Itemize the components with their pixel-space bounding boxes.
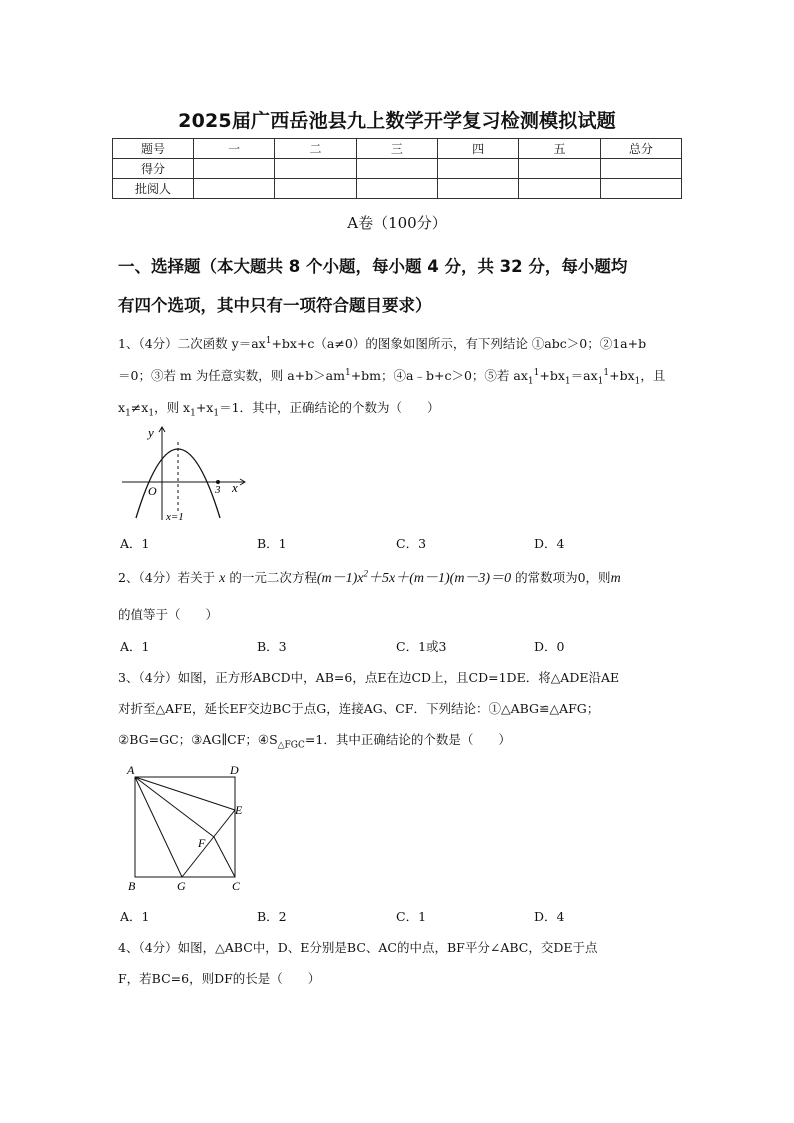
- row-label: 得分: [113, 159, 194, 179]
- score-cell: [600, 159, 681, 179]
- table-header-cell: 四: [437, 139, 518, 159]
- score-cell: [600, 179, 681, 199]
- q3-option-b[interactable]: B．2: [257, 909, 287, 924]
- q1-line2: ＝0；③若 m 为任意实数，则 $a+b>am^1+bm$；④a﹣b+c＞0；⑤若 $ax_1^1+bx_1=ax_1^1+bx_1$，且: [118, 367, 666, 387]
- q4-line1: 4、（4分）如图，△ABC中，D、E分别是BC、AC的中点，BF平分∠ABC，交DE于点: [118, 940, 598, 955]
- q1-option-b[interactable]: B．1: [257, 536, 287, 551]
- row-label: 批阅人: [113, 179, 194, 199]
- table-row: [113, 159, 682, 179]
- q3-line2: 对折至△AFE，延长EF交边BC于点G，连接AG、CF．下列结论：①△ABG≌△AFG；: [118, 701, 600, 716]
- score-cell: [437, 159, 518, 179]
- label-c: C: [232, 879, 241, 893]
- score-cell: [437, 179, 518, 199]
- score-cell: [356, 179, 437, 199]
- q1-option-d[interactable]: D．4: [534, 536, 565, 551]
- label-f: F: [198, 836, 206, 850]
- segment-eg: [182, 810, 235, 877]
- q3-line3: ②BG=GC；③AG∥CF；$④S_{\triangle FGC}=1$．其中正确结论的个数是（ ）: [118, 732, 511, 751]
- q3-option-c[interactable]: C．1: [396, 909, 427, 924]
- q2-line2: 的值等于（ ）: [118, 607, 219, 622]
- q3-line1: 3、（4分）如图，正方形ABCD中，AB=6，点E在边CD上，且CD=1DE．将△ADE沿AE: [118, 670, 620, 685]
- segment-ag: [135, 777, 182, 877]
- score-cell: [519, 179, 600, 199]
- three-label: 3: [215, 484, 221, 496]
- segment-af: [135, 777, 214, 837]
- axis-label: x=1: [166, 511, 184, 523]
- table-header-cell: 总分: [600, 139, 681, 159]
- q1-line3: $x_1\ne x_1$，则 $x_1+x_1=1$．其中，正确结论的个数为（ ）: [118, 400, 440, 419]
- label-d: D: [230, 763, 239, 777]
- score-cell: [194, 159, 275, 179]
- square-abcd: [135, 777, 235, 877]
- table-header-cell: 一: [194, 139, 275, 159]
- score-table: [112, 138, 682, 199]
- section-heading-line2: 有四个选项，其中只有一项符合题目要求）: [118, 296, 432, 315]
- y-label: y: [148, 425, 154, 440]
- q2-option-d[interactable]: D．0: [534, 639, 565, 654]
- q2-option-a[interactable]: A．1: [120, 639, 150, 654]
- label-g: G: [177, 879, 186, 893]
- q3-option-a[interactable]: A．1: [120, 909, 150, 924]
- table-row: [113, 179, 682, 199]
- table-header-cell: 三: [356, 139, 437, 159]
- q4-line2: F，若BC=6，则DF的长是（ ）: [118, 971, 321, 986]
- x-label: x: [232, 480, 238, 495]
- score-cell: [519, 159, 600, 179]
- origin-label: O: [148, 484, 157, 498]
- page-title: 2025届广西岳池县九上数学开学复习检测模拟试题: [178, 110, 616, 132]
- q1-line1: 1、（4分）二次函数 $y=ax^1+bx+c(a\ne 0)$的图象如图所示，有下列结论 ①abc＞0；②1a+b: [118, 335, 647, 351]
- label-e: E: [235, 803, 243, 817]
- score-cell: [275, 159, 356, 179]
- q1-option-c[interactable]: C．3: [396, 536, 427, 551]
- q1-option-a[interactable]: A．1: [120, 536, 150, 551]
- score-cell: [356, 159, 437, 179]
- table-header-cell: 题号: [113, 139, 194, 159]
- table-header-cell: 二: [275, 139, 356, 159]
- square-figure: [122, 760, 257, 895]
- segment-fc: [214, 837, 235, 877]
- label-b: B: [128, 879, 136, 893]
- label-a: A: [127, 763, 135, 777]
- score-cell: [275, 179, 356, 199]
- volume-heading: A卷（100分）: [347, 214, 447, 232]
- segment-ae: [135, 777, 235, 810]
- section-heading-line1: 一、选择题（本大题共 8 个小题，每小题 4 分，共 32 分，每小题均: [118, 257, 628, 276]
- q2-option-b[interactable]: B．3: [257, 639, 287, 654]
- table-header-cell: 五: [519, 139, 600, 159]
- score-table-header-row: [113, 139, 682, 159]
- q2-line1: 2、（4分）若关于 x 的一元二次方程$(m-1)x^2+5x+(m-1)(m-3)=0$ 的常数项为0，则m: [118, 568, 621, 586]
- q3-option-d[interactable]: D．4: [534, 909, 565, 924]
- score-cell: [194, 179, 275, 199]
- q2-option-c[interactable]: C．1或3: [396, 639, 447, 654]
- parabola-figure: [118, 420, 258, 525]
